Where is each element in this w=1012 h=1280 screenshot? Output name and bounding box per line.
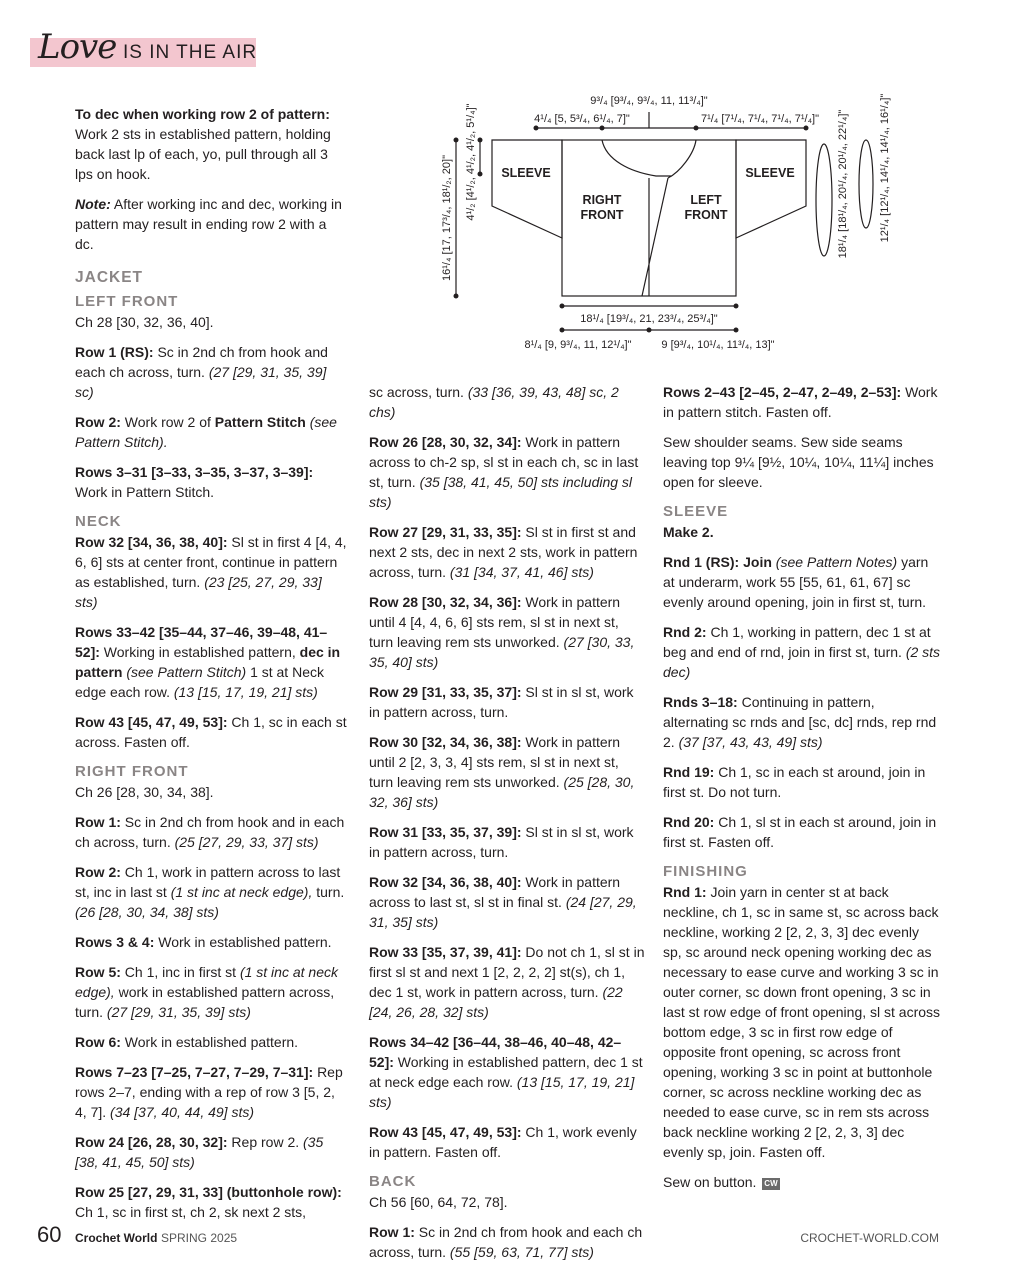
front-opening-line bbox=[642, 178, 668, 296]
neckline-curve bbox=[602, 140, 696, 178]
make-two-label: Make 2. bbox=[663, 524, 714, 540]
dim-bottom-left: 8¹/₄ [9, 9³/₄, 11, 12¹/₄]" bbox=[524, 339, 632, 351]
row-body: Ch 1, sc in each st across. Fasten off. bbox=[75, 714, 347, 750]
rf-row-5 bbox=[75, 962, 347, 1022]
row-label: Row 5: bbox=[75, 964, 121, 980]
row-body: sc across, turn. bbox=[369, 384, 464, 400]
row-body: yarn at underarm, work 55 [55, 61, 61, 67] sc evenly around opening, join in first st, turn. bbox=[663, 554, 929, 610]
neck-rows-33-42 bbox=[75, 622, 347, 702]
row-ital: (see Pattern Stitch). bbox=[75, 414, 337, 450]
header-title: IS IN THE AIR bbox=[123, 42, 258, 63]
row-body: Work row 2 of bbox=[124, 414, 211, 430]
back-rows-2-43 bbox=[663, 382, 941, 422]
row-body: Working in established pattern, bbox=[103, 644, 296, 660]
row-ital: (1 st inc at neck edge), bbox=[75, 964, 338, 1000]
row-label: Row 25 [27, 29, 31, 33] (buttonhole row): bbox=[75, 1184, 342, 1200]
neck-row-32 bbox=[75, 532, 347, 612]
sleeve-rnd-1 bbox=[663, 552, 941, 612]
row-count: (25 [27, 29, 33, 37] sts) bbox=[174, 834, 319, 850]
dec-title: To dec when working row 2 of pattern: bbox=[75, 106, 330, 122]
row-count: (34 [37, 40, 44, 49] sts) bbox=[110, 1104, 255, 1120]
rf-row-25 bbox=[75, 1182, 347, 1222]
row-label: Rnd 19: bbox=[663, 764, 715, 780]
row-count: (27 [29, 31, 35, 39] sts) bbox=[106, 1004, 251, 1020]
rf-row-32 bbox=[369, 872, 645, 932]
lf-rows-3-31 bbox=[75, 462, 347, 502]
lf-chain: Ch 28 [30, 32, 36, 40]. bbox=[75, 314, 214, 330]
sleeve-rnds-3-18 bbox=[663, 692, 941, 752]
page-number: 60 bbox=[37, 1222, 62, 1247]
row-label: Row 33 [35, 37, 39, 41]: bbox=[369, 944, 522, 960]
row-count: (55 [59, 63, 71, 77] sts) bbox=[449, 1244, 594, 1260]
row-label: Rows 34–42 [36–44, 38–46, 40–48, 42–52]: bbox=[369, 1034, 622, 1070]
note-body: After working inc and dec, working in pattern may result in ending row 2 with a dc. bbox=[75, 196, 342, 252]
label-right-front-1: RIGHT bbox=[582, 193, 622, 207]
row-body: Ch 1, working in pattern, dec 1 st at beg and end of rnd, join in first st, turn. bbox=[663, 624, 931, 660]
header-script-word: Love bbox=[38, 27, 117, 67]
rf-row-1 bbox=[75, 812, 347, 852]
row-label: Row 6: bbox=[75, 1034, 121, 1050]
sew-button bbox=[663, 1172, 941, 1192]
row-ital: (1 st inc at neck edge), bbox=[170, 884, 313, 900]
row-count: (13 [15, 17, 19, 21] sts) bbox=[173, 684, 318, 700]
row-label: Rnd 1 (RS): Join bbox=[663, 554, 772, 570]
row-label: Row 28 [30, 32, 34, 36]: bbox=[369, 594, 522, 610]
rf-chain: Ch 26 [28, 30, 34, 38]. bbox=[75, 784, 214, 800]
row-label: Rnd 1: bbox=[663, 884, 707, 900]
row-bold: Pattern Stitch bbox=[214, 414, 306, 430]
sleeve-rnd-20 bbox=[663, 812, 941, 852]
row-label: Rnds 3–18: bbox=[663, 694, 738, 710]
row-body: Ch 1, sc in first st, ch 2, sk next 2 sts, bbox=[75, 1204, 307, 1220]
footer-brand: Crochet World bbox=[75, 1231, 158, 1245]
section-sleeve: SLEEVE bbox=[663, 503, 729, 520]
column-1 bbox=[75, 104, 347, 1232]
row-body: Work in established pattern. bbox=[124, 1034, 299, 1050]
row-label: Rows 33–42 [35–44, 37–46, 39–48, 41–52]: bbox=[75, 624, 328, 660]
row-label: Row 43 [45, 47, 49, 53]: bbox=[75, 714, 228, 730]
section-right-front: RIGHT FRONT bbox=[75, 763, 189, 780]
section-neck: NECK bbox=[75, 513, 122, 530]
row-count: (35 [38, 41, 45, 50] sts including sl sts) bbox=[369, 474, 633, 510]
row-count: (27 [30, 33, 35, 40] sts) bbox=[369, 634, 635, 670]
rf-row-25-cont bbox=[369, 382, 645, 422]
row-count: (31 [34, 37, 41, 46] sts) bbox=[449, 564, 594, 580]
row-label: Row 43 [45, 47, 49, 53]: bbox=[369, 1124, 522, 1140]
row-body: Work in established pattern. bbox=[158, 934, 332, 950]
section-finishing: FINISHING bbox=[663, 863, 748, 880]
row-label: Row 1: bbox=[369, 1224, 415, 1240]
row-label: Row 31 [33, 35, 37, 39]: bbox=[369, 824, 522, 840]
row-body: Rep rows 2–7, ending with a rep of row 3 [5, 2, 4, 7]. bbox=[75, 1064, 343, 1120]
sleeve-rnd-2 bbox=[663, 622, 941, 682]
sleeve-left-shape bbox=[492, 140, 562, 238]
dim-top-width: 9³/₄ [9³/₄, 9³/₄, 11, 11³/₄]" bbox=[590, 95, 708, 107]
row-body: Ch 1, inc in first st bbox=[124, 964, 237, 980]
rf-row-29 bbox=[369, 682, 645, 722]
label-right-front-2: FRONT bbox=[580, 208, 624, 222]
row-body: Sc in 2nd ch from hook and each ch across, turn. bbox=[369, 1224, 643, 1260]
cw-end-badge: CW bbox=[764, 1179, 778, 1188]
section-left-front: LEFT FRONT bbox=[75, 293, 179, 310]
row-body: Sl st in first 4 [4, 4, 6, 6] sts at center front, continue in pattern as established, turn. bbox=[75, 534, 347, 590]
sleeve-rnd-19 bbox=[663, 762, 941, 802]
dim-bottom-right: 9 [9³/₄, 10¹/₄, 11³/₄, 13]" bbox=[661, 339, 775, 351]
row-body: Work in pattern across to last st, sl st in final st. bbox=[369, 874, 621, 910]
row-body: Sl st in sl st, work in pattern across, turn. bbox=[369, 684, 634, 720]
dim-armhole-circ: 18¹/₄ [18¹/₄, 20¹/₄, 20¹/₄, 22¹/₄]" bbox=[837, 109, 849, 259]
row-label: Rows 7–23 [7–25, 7–27, 7–29, 7–31]: bbox=[75, 1064, 314, 1080]
finishing-rnd-1 bbox=[663, 882, 941, 1162]
column-3 bbox=[663, 382, 941, 1202]
dec-instruction bbox=[75, 104, 347, 184]
row-body: Work in pattern until 4 [4, 4, 6, 6] sts rem, sl st in next st, turn leaving rem sts unworked. bbox=[369, 594, 621, 650]
jacket-schematic bbox=[430, 84, 900, 360]
row-count: (23 [25, 27, 29, 33] sts) bbox=[75, 574, 322, 610]
row-body: Sl st in sl st, work in pattern across, turn. bbox=[369, 824, 634, 860]
dim-bottom-width: 18¹/₄ [19³/₄, 21, 23³/₄, 25³/₄]" bbox=[580, 313, 718, 325]
make-two bbox=[663, 522, 941, 542]
row-label: Row 29 [31, 33, 35, 37]: bbox=[369, 684, 522, 700]
row-body: Continuing in pattern, alternating sc rnds and [sc, dc] rnds, rep rnd 2. bbox=[663, 694, 937, 750]
dim-left-shoulder: 4¹/₄ [5, 5³/₄, 6¹/₄, 7]" bbox=[534, 113, 630, 125]
row-body: Work in pattern stitch. Fasten off. bbox=[663, 384, 938, 420]
row-count: (2 sts dec) bbox=[663, 644, 941, 680]
row-body: Rep row 2. bbox=[231, 1134, 300, 1150]
row-body: work in established pattern across, turn. bbox=[75, 984, 335, 1020]
row-body: Ch 1, work in pattern across to last st, inc in last st bbox=[75, 864, 341, 900]
rf-row-24 bbox=[75, 1132, 347, 1172]
rf-row-28 bbox=[369, 592, 645, 672]
row-label: Row 30 [32, 34, 36, 38]: bbox=[369, 734, 522, 750]
label-sleeve-left: SLEEVE bbox=[501, 166, 551, 180]
neck-row-43 bbox=[75, 712, 347, 752]
row-label: Row 32 [34, 36, 38, 40]: bbox=[75, 534, 228, 550]
row-label: Row 26 [28, 30, 32, 34]: bbox=[369, 434, 522, 450]
rf-row-26 bbox=[369, 432, 645, 512]
label-left-front-2: FRONT bbox=[684, 208, 728, 222]
label-left-front-1: LEFT bbox=[690, 193, 722, 207]
row-label: Row 2: bbox=[75, 864, 121, 880]
row-count: (27 [29, 31, 35, 39] sc) bbox=[75, 364, 327, 400]
note bbox=[75, 194, 347, 254]
rf-row-2 bbox=[75, 862, 347, 922]
row-count: (25 [28, 30, 32, 36] sts) bbox=[369, 774, 635, 810]
row-label: Row 1 (RS): bbox=[75, 344, 154, 360]
row-ital: (see Pattern Stitch) bbox=[126, 664, 247, 680]
row-body: Work in pattern across to ch-2 sp, sl st in each ch, sc in last st, turn. bbox=[369, 434, 639, 490]
row-label: Rows 2–43 [2–45, 2–47, 2–49, 2–53]: bbox=[663, 384, 902, 400]
rf-rows-7-23 bbox=[75, 1062, 347, 1122]
section-back: BACK bbox=[369, 1173, 417, 1190]
column-2 bbox=[369, 382, 645, 1272]
row-label: Row 1: bbox=[75, 814, 121, 830]
row-label: Rows 3 & 4: bbox=[75, 934, 155, 950]
rf-rows-3-4 bbox=[75, 932, 347, 952]
row-count: (37 [37, 43, 43, 49] sts) bbox=[678, 734, 823, 750]
row-body: Join yarn in center st at back neckline, ch 1, sc in same st, sc across back neckline, working 2 [2, 2, 3, 3] dec evenly sp, sc around neck opening working dec as necessary to ease curve and working 3 sc in outer corner, sc down front opening, 3 sc in last st row edge of front opening, sl st across bottom edge, 3 sc in first row edge of opposite front opening, sc across front opening, working 3 sc in point at buttonhole corner, sc across neckline working dec as needed to ease curve, sc in rem sts across back neckline working 2 [2, 2, 3, 3] dec evenly sp, join. Fasten off. bbox=[663, 884, 941, 1160]
row-count: (35 [38, 41, 45, 50] sts) bbox=[75, 1134, 324, 1170]
rf-row-27 bbox=[369, 522, 645, 582]
section-jacket: JACKET bbox=[75, 269, 144, 286]
row-body: Work in pattern until 2 [2, 3, 3, 4] sts rem, sl st in next st, turn leaving rem sts unworked. bbox=[369, 734, 621, 790]
row-body: Ch 1, work evenly in pattern. Fasten off. bbox=[369, 1124, 637, 1160]
row-label: Rnd 2: bbox=[663, 624, 707, 640]
sew-seams: Sew shoulder seams. Sew side seams leaving top 9¼ [9½, 10¼, 10¼, 11¼] inches open for sleeve. bbox=[663, 434, 934, 490]
back-row-1 bbox=[369, 1222, 645, 1262]
row-body: Sc in 2nd ch from hook and in each ch across, turn. bbox=[75, 814, 345, 850]
lf-row-2 bbox=[75, 412, 347, 452]
back-chain: Ch 56 [60, 64, 72, 78]. bbox=[369, 1194, 508, 1210]
dim-right-shoulder: 7¹/₄ [7¹/₄, 7¹/₄, 7¹/₄, 7¹/₄]" bbox=[700, 113, 820, 125]
note-label: Note: bbox=[75, 196, 111, 212]
row-body: Work in Pattern Stitch. bbox=[75, 484, 215, 500]
dim-cuff-height: 4¹/₂ [4¹/₂, 4¹/₂, 4¹/₂, 5¹/₄]" bbox=[465, 103, 477, 221]
row-label: Row 2: bbox=[75, 414, 121, 430]
row-label: Row 24 [26, 28, 30, 32]: bbox=[75, 1134, 228, 1150]
dim-body-length: 16¹/₄ [17, 17³/₄, 18¹/₂, 20]" bbox=[441, 155, 453, 281]
dec-body: Work 2 sts in established pattern, holding back last lp of each, yo, pull through all 3 lps on hook. bbox=[75, 126, 331, 182]
row-body: Ch 1, sl st in each st around, join in first st. Fasten off. bbox=[663, 814, 937, 850]
row-label: Rows 3–31 [3–33, 3–35, 3–37, 3–39]: bbox=[75, 464, 314, 480]
lf-row-1 bbox=[75, 342, 347, 402]
rf-row-33 bbox=[369, 942, 645, 1022]
row-count: (13 [15, 17, 19, 21] sts) bbox=[369, 1074, 635, 1110]
label-sleeve-right: SLEEVE bbox=[745, 166, 795, 180]
armhole-ellipse bbox=[816, 144, 832, 256]
sleeve-right-shape bbox=[736, 140, 806, 238]
button-text: Sew on button. bbox=[663, 1174, 757, 1190]
row-body: Working in established pattern, dec 1 st at neck edge each row. bbox=[369, 1054, 643, 1090]
rf-row-30 bbox=[369, 732, 645, 812]
footer-issue: SPRING 2025 bbox=[161, 1231, 238, 1245]
rf-row-43 bbox=[369, 1122, 645, 1162]
footer-url[interactable]: CROCHET-WORLD.COM bbox=[800, 1231, 939, 1245]
row-body: turn. bbox=[316, 884, 345, 900]
rf-row-31 bbox=[369, 822, 645, 862]
row-label: Row 32 [34, 36, 38, 40]: bbox=[369, 874, 522, 890]
row-label: Rnd 20: bbox=[663, 814, 715, 830]
row-body: Sl st in first st and next 2 sts, dec in next 2 sts, work in pattern across, turn. bbox=[369, 524, 638, 580]
cuff-ellipse bbox=[859, 140, 873, 228]
rf-rows-34-42 bbox=[369, 1032, 645, 1112]
rf-row-6 bbox=[75, 1032, 347, 1052]
row-count: (26 [28, 30, 34, 38] sts) bbox=[75, 904, 219, 920]
row-ital: (see Pattern Notes) bbox=[775, 554, 898, 570]
row-body: Do not ch 1, sl st in first sl st and next 1 [2, 2, 2, 2] st(s), ch 1, dec 1 st, work in pattern across, turn. bbox=[369, 944, 645, 1000]
row-count: (24 [27, 29, 31, 35] sts) bbox=[369, 894, 637, 930]
row-count: (33 [36, 39, 43, 48] sc, 2 chs) bbox=[369, 384, 619, 420]
row-body: Ch 1, sc in each st around, join in first st. Do not turn. bbox=[663, 764, 926, 800]
row-bold: dec in pattern bbox=[75, 644, 341, 680]
row-body: 1 st at Neck edge each row. bbox=[75, 664, 324, 700]
dim-cuff-circ: 12¹/₄ [12¹/₄, 14¹/₄, 14¹/₄, 16¹/₄]" bbox=[879, 93, 891, 243]
row-count: (22 [24, 26, 28, 32] sts) bbox=[369, 984, 623, 1020]
row-body: Sc in 2nd ch from hook and each ch across, turn. bbox=[75, 344, 328, 380]
row-label: Row 27 [29, 31, 33, 35]: bbox=[369, 524, 522, 540]
